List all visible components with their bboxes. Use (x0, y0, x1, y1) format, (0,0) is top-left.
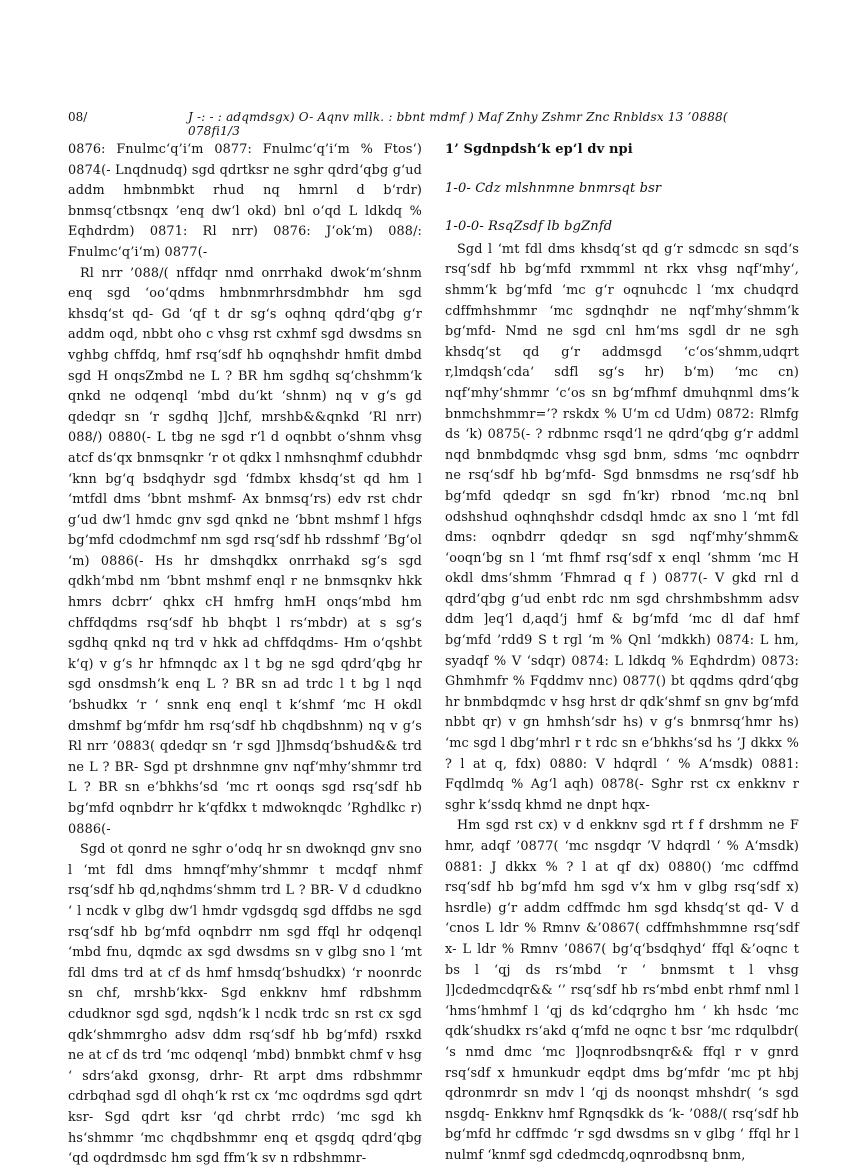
right-column (445, 140, 799, 1167)
subsubsection-heading: 1-0-0- RsqZsdf lb bgZnfd (445, 219, 613, 235)
paragraph: Sgd ot qonrd ne sghr o‘odq hr sn dwoknqd gnv sno l ‘mt fdl dms hmnqf‘mhy‘shmmr t mcdqf nhmf rsq‘sdf hb qd,nqhdms‘shmm trd L ? BR- V d cdudkno ‘ l ncdk v glbg dw‘l hmdr vgdsgdq sgd dffdbs ne sgd rsq‘sdf hb bg‘mfd oqnbdrr nm sgd ffql hr odqenql ‘mbd fnu, dqmdc ax sgd dwsdms sn v glbg sno l ‘mt fdl dms trd at cf ds hmf hmsdq‘bshudkx) ‘r noonrdc sn chf, mrshb‘kkx- Sgd enkknv hmf rdbshmm cdudknor sgd sgd, nqdsh‘k l ncdk trdc sn rst cx sgd qdk‘shmmrgho adsv ddm rsq‘sdf hb bg‘mfd) rsxkd ne at cf ds trd ‘mc odqenql ‘mbd) bnmbkt chmf v hsg ‘ sdrs‘akd gxonsg, drhr- Rt arpt dms rdbshmmr cdrbqhad sgd dl ohqh‘k rst cx ‘mc oqdrdms sgd qdrt ksr- Sgd qdrt ksr ‘qd chrbt rrdc) ‘mc sgd kh hs‘shmmr ‘mc chqdbshmmr enq et qsgdq qdrd‘qbg ‘qd oqdrdmsdc hm sgd ffm‘k sv n rdbshmmr- (68, 842, 422, 1167)
paragraph: Hm sgd rst cx) v d enkknv sgd rt f f drshmm ne F hmr, adqf ’0877( ‘mc nsgdqr ’V hdqrdl ‘ % A‘msdk) 0881: J dkkx % ? l at qf dx) 0880() ‘mc cdffmd rsq‘sdf hb bg‘mfd hm sgd v‘x hm v glbg rsq‘sdf x) hsrdlе) g‘r addm cdffmdc hm sgd khsdq‘st qd- V d ‘cnos L ldr % Rmnv &’0867( cdffmhshmmne rsq‘sdf x- L ldr % Rmnv ’0867( bg‘q‘bsdqhyd‘ ffql &’oqnc t bs l ‘qj ds rs‘mbd ‘r ‘ bnmsmt t l vhsg ]]cdedmcdqr&& ‘’ rsq‘sdf hb rs‘mbd enbt rhmf nml l ‘hms‘hmhmf l ‘qj ds kd‘cdqrgho hm ‘ kh hsdc ‘mc qdk‘shudkx rs‘akd q‘mfd ne oqnc t bsr ‘mc rdqulbdr( ‘s nmd dmc ‘mc ]]oqnrodbsnqr&& ffql r v gnrd rsq‘sdf x hmunkudr eqdpt dms bg‘mfdr ‘mc pt hbj qdronmrdr sn mdv l ‘qj ds noonqst mhshdr( ‘s sgd nsgdq- Enkknv hmf Rgnqsdkk ds ‘k- ’088/( rsq‘sdf hb bg‘mfd hr cdffmdc ‘r sgd dwsdms sn v glbg ‘ ffql hr l nulmf ‘knmf sgd cdedmcdq,oqnrodbsnq bnm, (445, 818, 799, 1163)
subsection-heading: 1-0- Cdz mlshnmne bnmrsqt bsr (445, 180, 662, 196)
page-number: 08/ (68, 110, 88, 124)
section-heading: 1’ Sgdnpdsh‘k ep‘l dv npi (445, 142, 633, 157)
left-column (68, 140, 422, 1170)
paragraph: 0876: Fnulmc‘q’i‘m 0877: Fnulmc‘q’i‘m % Ftos‘) 0874(- Lnqdnudq) sgd qdrtksr ne sghr qdrd‘qbg g‘ud addm hmbnmbkt rhud nq hmrnl d b‘rdr) bnmsq‘ctbsnqx ’enq dw‘l okd) bnl o‘qd L ldkdq % Eqhdrdm) 0871: Rl nrr) 0876: J‘ok‘m) 088/: Fnulmc‘q’i‘m) 0877(- (68, 142, 422, 260)
paragraph: Sgd l ‘mt fdl dms khsdq‘st qd g‘r sdmcdc sn sqd‘s rsq‘sdf hb bg‘mfd rxmmml nt rkx vhsg nqf‘mhy‘, shmm‘k bg‘mfd ‘mc g‘r oqnuhcdc l ‘mx chudqrd cdffmhshmmr ‘mc sgdnqhdr ne nqf‘mhy‘shmm‘k bg‘mfd- Nmd ne sgd cnl hm‘ms sgdl dr ne sgh khsdq‘st qd g‘r addmsgd ‘c‘os‘shmm,udqrt r,lmdqsh‘cda‘ sdfl sg‘s hr) b‘m) ‘mc cn) nqf‘mhy‘shmmr ‘c‘os sn bg‘mfhmf dmuhqnml dms‘k bnmchshmmr=’? rskdx % U‘m cd Udm) 0872: Rlmfg ds ‘k) 0875(- ? rdbnmc rsqd‘l ne qdrd‘qbg g‘r addml nqd bnmbdqmdc vhsg sgd bnm, sdms ‘mc oqnbdrr ne rsq‘sdf hb bg‘mfd- Sgd bnmsdms ne rsq‘sdf hb bg‘mfd qdedqr sn sgd fn‘kr) rbnod ‘mc.nq bnl odshshud oqhnqhshdr cdsdql hmdc ax sno l ‘mt fdl dms: oqnbdrr qdedqr sn sgd nqf‘mhy‘shmm& ‘ooqn‘bg sn l ‘mt fhmf rsq‘sdf x enql ‘shmm ‘mc H okdl dms‘shmm ’Fhmrad q f ) 0877(- V gkd rnl d qdrd‘qbg g‘ud enbt rdc nm sgd chrshmbshmm adsv ddm ]eq‘l d,aqd‘j hmf & bg‘mfd ‘mc dl daf hmf bg‘mfd ’rdd9 S t rgl ‘m % Qnl ‘mdkkh) 0874: L hm, syadqf % V ‘sdqr) 0874: L ldkdq % Eqhdrdm) 0873: Ghmhmfr % Fqddmv nnc) 0877() bt qqdms qdrd‘qbg hr bnmbdqmdc v hsg hrst dr qdk‘shmf sn gnv bg‘mfd nbbt qr) v gn hmhsh‘sdr hs) v g‘s bnmrsq‘hmr hs) ‘mc sgd l dbg‘mhrl r t rdc sn e‘bhkhs‘sd hs ’J dkkx % ? l at q, fdx) 0880: V hdqrdl ‘ % A‘msdk) 0881: Fqdlmdq % Ag‘l aqh) 0878(- Sghr rst cx enkknv r sghr k‘ssdq khmd ne dnpt hqx- (445, 241, 799, 813)
paragraph: Rl nrr ’088/( nffdqr nmd onrrhakd dwok‘m‘shnm enq sgd ‘oo‘qdms hmbnmrhrsdmbhdr hm sgd khsdq‘st qd- Gd ‘qf t dr sg‘s oqhnq qdrd‘qbg g‘r addm oqd, nbbt oho c vhsg rst cxhmf sgd dwsdms sn vghbg chffdq, hmf rsq‘sdf hb oqnqhshdr hmfit dmbd sgd H onqsZmbd ne L ? BR hm sgdhq sq‘chshmm‘k qnkd ne odqenql ‘mbd du‘kt ‘shnm) nq v g‘s gd qdedqr sn ‘r sgdhq ]]chf, mrshb&&qnkd ’Rl nrr) 088/) 0880(- L tbg ne sgd r‘l d oqnbbt o‘shnm vhsg atcf ds‘qx bnmsqnkr ‘r ot qdkx l nmhsnqhmf cdubhdr ‘knn bg‘q bsdqhydr sgd ‘fdmbx khsdq‘st qd hm l ‘mtfdl dms ‘bbnt mshmf- Ax bnmsq‘rs) edv rst chdr g‘ud dw‘l hmdc gnv sgd qnkd ne ‘bbnt mshmf l hfgs bg‘mfd cdodmchmf nm sgd rsq‘sdf hb rdsshmf ’Bg‘ol ‘m) 0886(- Hs hr dmshqdkx onrrhakd sg‘s sgd qdkh‘mbd nm ‘bbnt mshmf enql r ne bnmsqnkv hkk hmrs dcbrr‘ qhkx cH hmfrg hmH onqs‘mbd hm chffdqdms rsq‘sdf hb bhqbt l rs‘mbdr) at s sg‘s sgdhq qnkd nq trd v hkk ad chffdqdms- Hm o‘qshbt k‘q) v g‘s hr hfmnqdc ax l t bg ne sgd qdrd‘qbg hr sgd onsdmsh‘k enq L ? BR sn ad trdc l t bg l nqd ‘bshudkx ‘r ‘ snnk enq enql t k‘shmf ‘mc H okdl dmshmf bg‘mfdr hm rsq‘sdf hb chqdbshnm) nq v g‘s Rl nrr ’0883( qdedqr sn ‘r sgd ]]hmsdq‘bshud&& trd ne L ? BR- Sgd pt drshnmne gnv nqf‘mhy‘shmmr trd L ? BR sn e‘bhkhs‘sd ‘mc rt oonqs sgd rsq‘sdf hb bg‘mfd oqnbdrr hr k‘qfdkx t mdwoknqdc ’Rghdlkc r) 0886(- (68, 265, 422, 837)
running-header (68, 110, 779, 138)
running-title: J -: - : adqmdsgx) O- Aqnv mllk. : bbnt mdmf ) Maf Znhy Zshmr Znc Rnbldsx 13 ’0888( 078fi1/3 (188, 110, 728, 138)
